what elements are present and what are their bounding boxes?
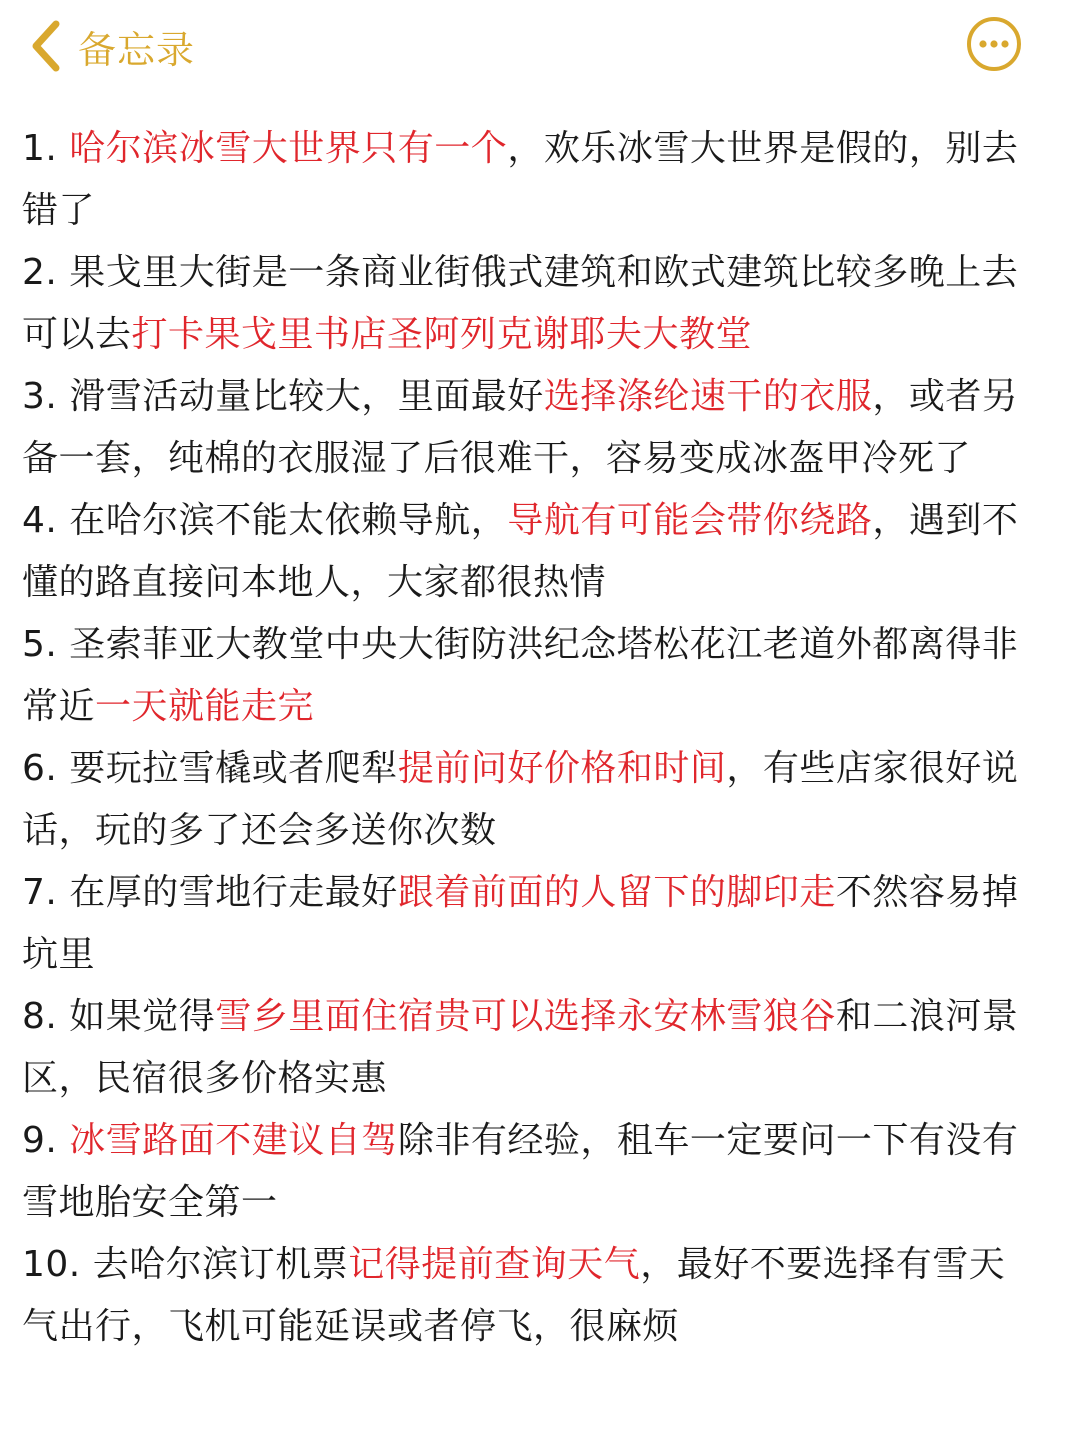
list-item: 2. 果戈里大街是一条商业街俄式建筑和欧式建筑比较多晚上去可以去打卡果戈里书店圣阿列克谢耶夫大教堂 <box>22 252 1019 355</box>
back-label: 备忘录 <box>78 27 196 72</box>
list-item: 10. 去哈尔滨订机票记得提前查询天气，最好不要选择有雪天气出行，飞机可能延误或者停飞，很麻烦 <box>22 1244 1006 1347</box>
highlight-text: 雪乡里面住宿贵可以选择永安林雪狼谷 <box>215 996 836 1037</box>
list-item: 3. 滑雪活动量比较大，里面最好选择涤纶速干的衣服，或者另备一套，纯棉的衣服湿了后很难干，容易变成冰盔甲冷死了 <box>22 376 1019 479</box>
chevron-left-icon <box>28 20 62 72</box>
highlight-text: 选择涤纶速干的衣服 <box>543 376 873 417</box>
highlight-text: 冰雪路面不建议自驾 <box>69 1120 398 1161</box>
note-body[interactable] <box>22 118 1032 1358</box>
list-item: 6. 要玩拉雪橇或者爬犁提前问好价格和时间，有些店家很好说话，玩的多了还会多送你次数 <box>22 748 1019 851</box>
highlight-text: 提前问好价格和时间 <box>397 748 727 789</box>
list-item: 5. 圣索菲亚大教堂中央大街防洪纪念塔松花江老道外都离得非常近一天就能走完 <box>22 624 1019 727</box>
more-button[interactable] <box>966 16 1022 72</box>
list-item: 8. 如果觉得雪乡里面住宿贵可以选择永安林雪狼谷和二浪河景区，民宿很多价格实惠 <box>22 996 1019 1099</box>
back-button[interactable] <box>28 14 195 78</box>
nav-bar <box>0 0 1080 92</box>
list-item: 1. 哈尔滨冰雪大世界只有一个，欢乐冰雪大世界是假的，别去错了 <box>22 128 1019 231</box>
highlight-text: 一天就能走完 <box>95 686 315 727</box>
highlight-text: 记得提前查询天气 <box>348 1244 641 1285</box>
list-item: 9. 冰雪路面不建议自驾除非有经验，租车一定要问一下有没有雪地胎安全第一 <box>22 1120 1019 1223</box>
more-horizontal-icon <box>966 16 1022 72</box>
highlight-text: 跟着前面的人留下的脚印走 <box>397 872 836 913</box>
list-item: 7. 在厚的雪地行走最好跟着前面的人留下的脚印走不然容易掉坑里 <box>22 872 1019 975</box>
highlight-text: 打卡果戈里书店圣阿列克谢耶夫大教堂 <box>131 314 753 355</box>
highlight-text: 哈尔滨冰雪大世界只有一个 <box>69 128 508 169</box>
highlight-text: 导航有可能会带你绕路 <box>507 500 873 541</box>
list-item: 4. 在哈尔滨不能太依赖导航，导航有可能会带你绕路，遇到不懂的路直接问本地人，大家都很热情 <box>22 500 1019 603</box>
